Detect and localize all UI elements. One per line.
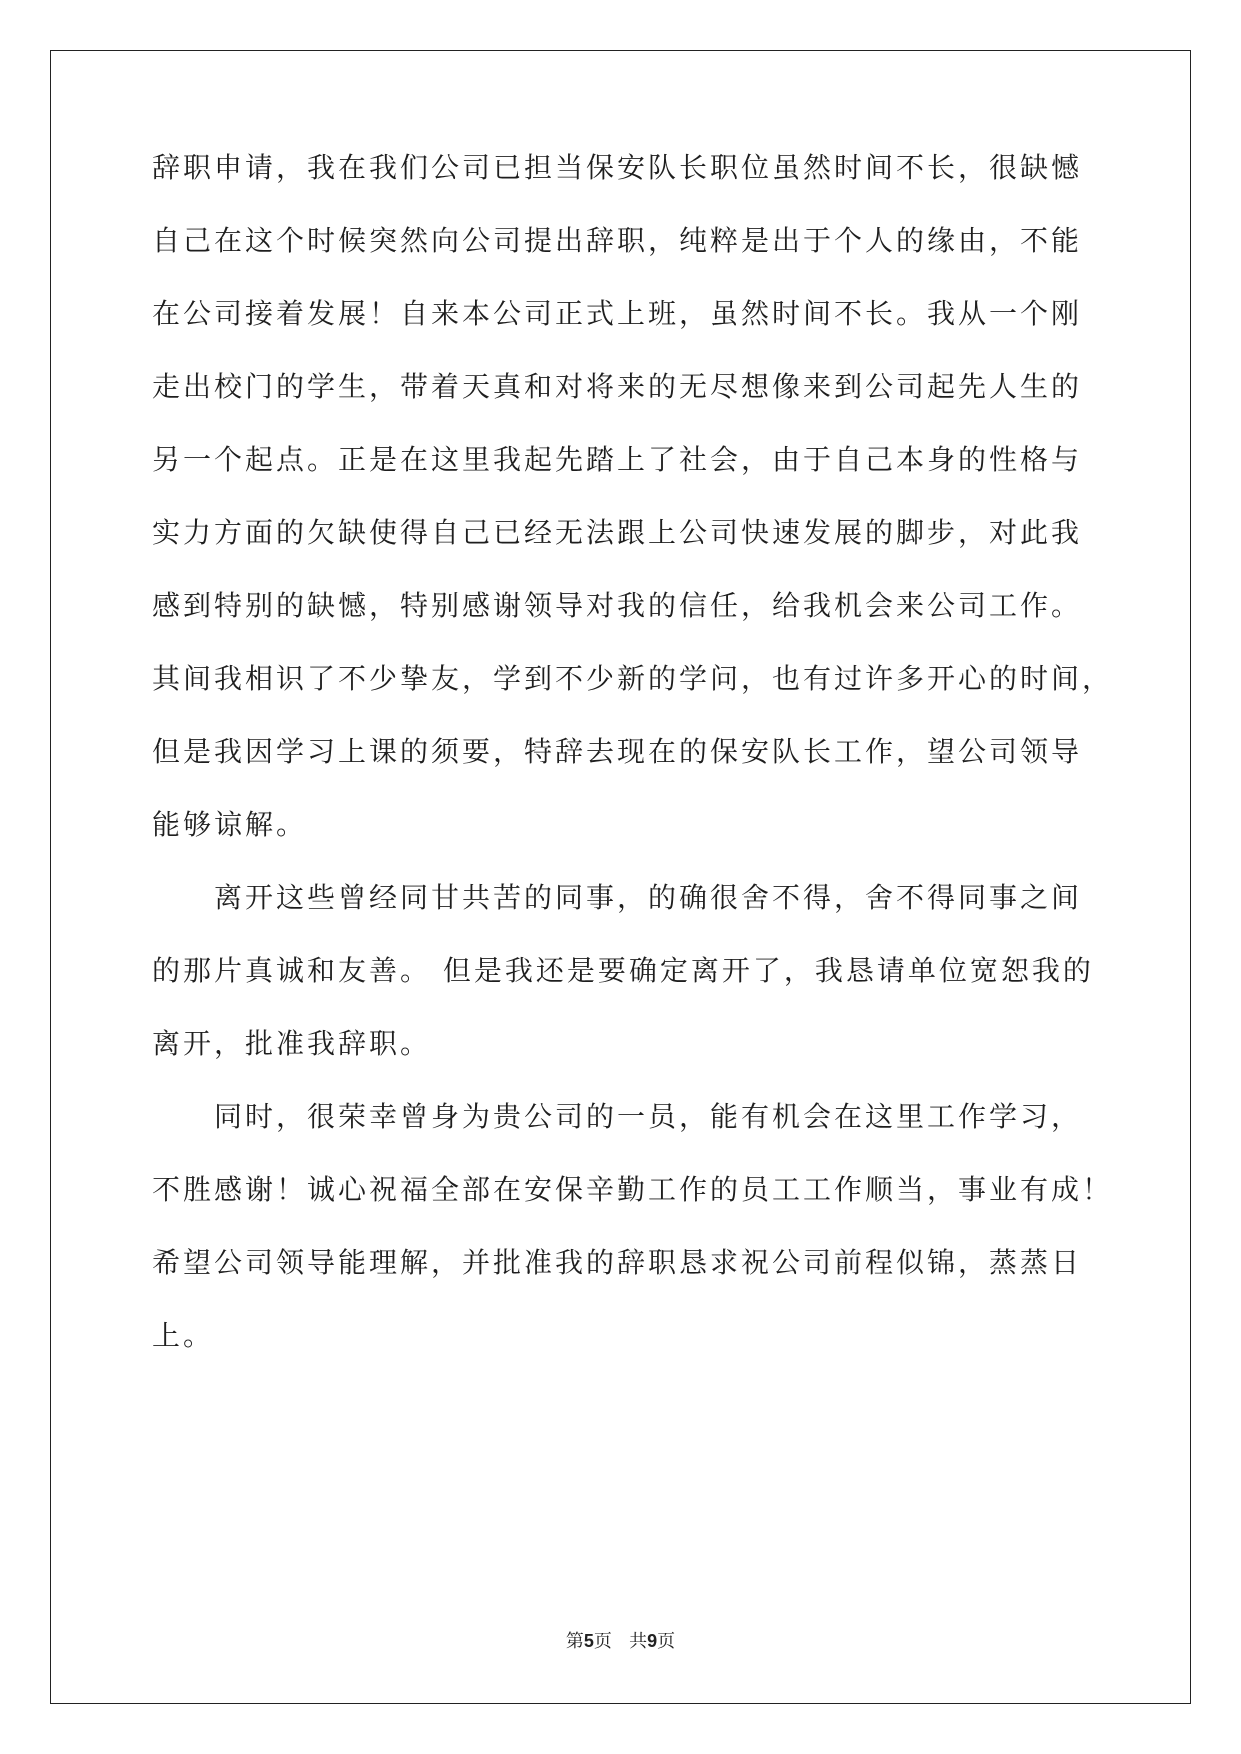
paragraph-3-line-2: 不胜感谢！诚心祝福全部在安保辛勤工作的员工工作顺当，事业有成！ — [152, 1173, 1114, 1206]
paragraph-1-line-7: 感到特别的缺憾，特别感谢领导对我的信任，给我机会来公司工作。 — [152, 589, 1083, 622]
paragraph-2-line-3: 离开，批准我辞职。 — [152, 1027, 432, 1060]
page-prefix: 第 — [565, 1631, 584, 1652]
page-mid: 页 共 — [593, 1631, 648, 1652]
page-suffix: 页 — [657, 1631, 676, 1652]
paragraph-2-line-2: 的那片真诚和友善。 但是我还是要确定离开了，我恳请单位宽恕我的 — [152, 954, 1094, 987]
paragraph-1-line-1: 辞职申请，我在我们公司已担当保安队长职位虽然时间不长，很缺憾 — [152, 151, 1083, 184]
paragraph-3-line-3: 希望公司领导能理解，并批准我的辞职恳求祝公司前程似锦，蒸蒸日 — [152, 1246, 1083, 1279]
paragraph-2-line-1: 离开这些曾经同甘共苦的同事，的确很舍不得，舍不得同事之间 — [214, 881, 1083, 914]
paragraph-1-line-3: 在公司接着发展！自来本公司正式上班，虽然时间不长。我从一个刚 — [152, 297, 1083, 330]
paragraph-3-line-4: 上。 — [152, 1319, 215, 1352]
page-footer — [0, 1627, 1241, 1653]
paragraph-1-line-2: 自己在这个时候突然向公司提出辞职，纯粹是出于个人的缘由，不能 — [152, 224, 1083, 257]
paragraph-1-line-4: 走出校门的学生，带着天真和对将来的无尽想像来到公司起先人生的 — [152, 370, 1083, 403]
paragraph-1-line-6: 实力方面的欠缺使得自己已经无法跟上公司快速发展的脚步，对此我 — [152, 516, 1083, 549]
paragraph-3-line-1: 同时，很荣幸曾身为贵公司的一员，能有机会在这里工作学习， — [214, 1100, 1083, 1133]
paragraph-1-line-9: 但是我因学习上课的须要，特辞去现在的保安队长工作，望公司领导 — [152, 735, 1083, 768]
total-page-number: 9 — [647, 1631, 658, 1651]
paragraph-1-line-5: 另一个起点。正是在这里我起先踏上了社会，由于自己本身的性格与 — [152, 443, 1083, 476]
paragraph-1-line-10: 能够谅解。 — [152, 808, 308, 841]
paragraph-1-line-8: 其间我相识了不少挚友，学到不少新的学问，也有过许多开心的时间， — [152, 662, 1114, 695]
current-page-number: 5 — [583, 1631, 594, 1651]
